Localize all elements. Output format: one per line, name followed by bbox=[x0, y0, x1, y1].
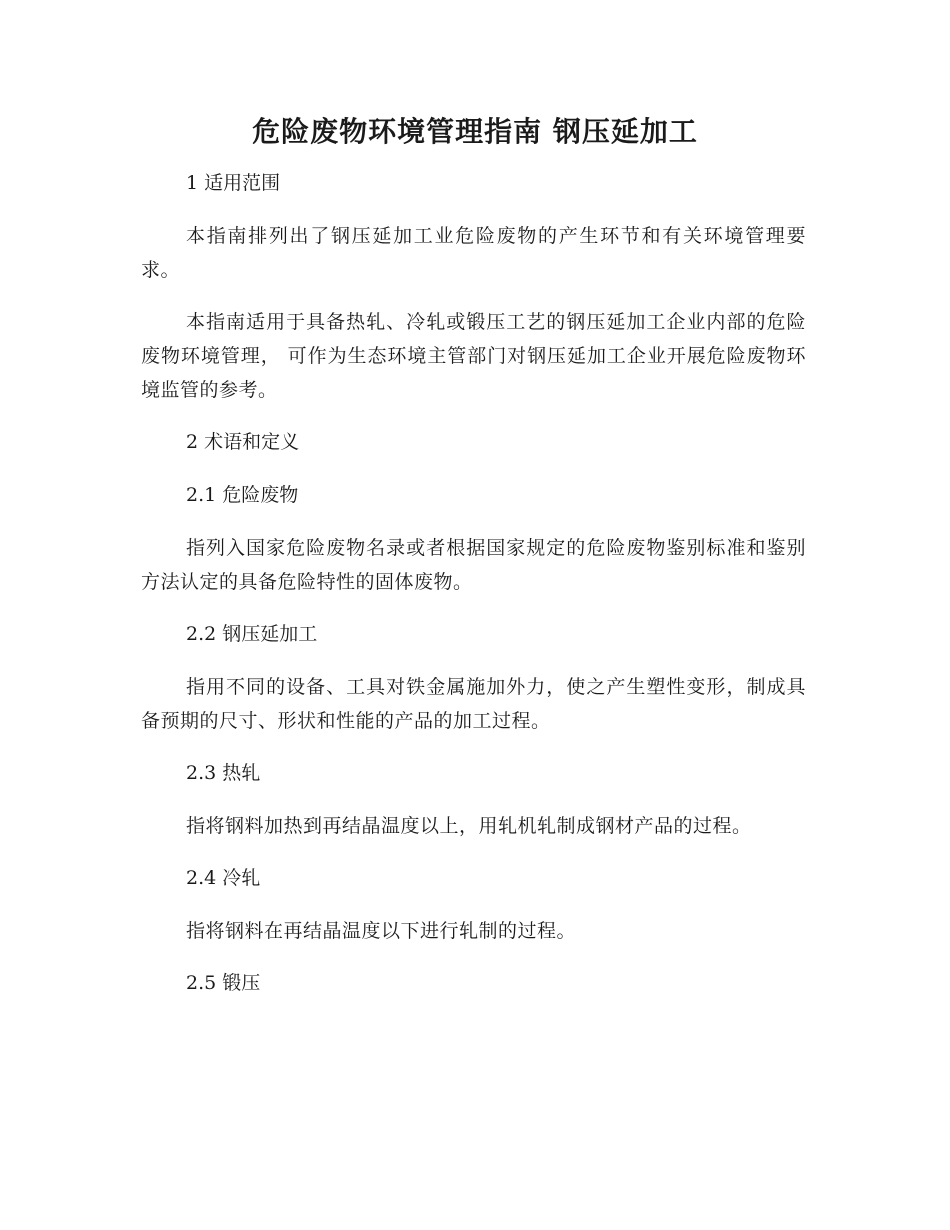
paragraph: 指将钢料加热到再结晶温度以上，用轧机轧制成钢材产品的过程。 bbox=[186, 815, 752, 837]
paragraph: 指将钢料在再结晶温度以下进行轧制的过程。 bbox=[186, 920, 577, 942]
subsection-heading: 2.2 钢压延加工 bbox=[186, 623, 318, 645]
paragraph: 本指南排列出了钢压延加工业危险废物的产生环节和有关环境管理要求。 bbox=[141, 225, 806, 281]
section-heading: 1 适用范围 bbox=[186, 172, 281, 194]
paragraph: 指列入国家危险废物名录或者根据国家规定的危险废物鉴别标准和鉴别方法认定的具备危险特性的固体废物。 bbox=[141, 537, 806, 593]
subsection-heading: 2.1 危险废物 bbox=[186, 484, 299, 506]
document-body bbox=[141, 166, 806, 1019]
section-heading: 2 术语和定义 bbox=[186, 431, 300, 453]
subsection-heading: 2.4 冷轧 bbox=[186, 867, 261, 889]
subsection-heading: 2.3 热轧 bbox=[186, 762, 261, 784]
paragraph: 本指南适用于具备热轧、冷轧或锻压工艺的钢压延加工企业内部的危险废物环境管理， 可作为生态环境主管部门对钢压延加工企业开展危险废物环境监管的参考。 bbox=[141, 311, 806, 401]
document-title: 危险废物环境管理指南 钢压延加工 bbox=[252, 115, 698, 148]
subsection-heading: 2.5 锻压 bbox=[186, 972, 261, 994]
paragraph: 指用不同的设备、工具对铁金属施加外力，使之产生塑性变形，制成具备预期的尺寸、形状和性能的产品的加工过程。 bbox=[141, 676, 806, 732]
